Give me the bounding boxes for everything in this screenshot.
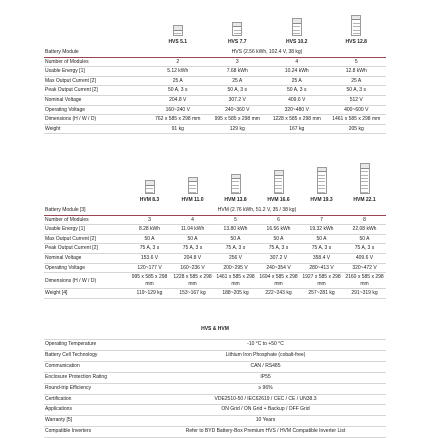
common-row-label: Operating Temperature — [44, 340, 145, 351]
hvm-cell: 240~354 V — [257, 263, 300, 273]
hvm-row-battery-module — [44, 206, 386, 215]
hvm-cell: 160~236 V — [171, 263, 214, 273]
common-row-operating-temperature — [44, 340, 386, 351]
hvm-row-span-value: HVM (2.76 kWh, 51.2 V, 35 / 38 kg) — [128, 206, 386, 215]
hvs-cell: 50 A, 3 s — [327, 86, 387, 96]
hvs-row-max-output-current — [44, 76, 386, 86]
common-row-value: VDE2510-50 / IEC62619 / CEC / CE / UN38.3 — [145, 394, 386, 405]
hvs-cell: 5.12 kWh — [148, 67, 208, 77]
hvm-cell: 119~129 kg — [128, 289, 171, 299]
hvm-cell: 75 A, 3 s — [300, 244, 343, 254]
hvm-cell: 1694 x 585 x 298 mm — [257, 273, 300, 289]
hvs-cell: 1228 x 585 x 298 mm — [267, 115, 327, 125]
hvs-battery-stack-icon — [173, 25, 183, 36]
hvm-model-header: HVM 8.3 — [139, 197, 160, 203]
common-row-value: IP55 — [145, 372, 386, 383]
hvs-row-number-of-modules — [44, 57, 386, 67]
hvm-cell: 11.04 kWh — [171, 225, 214, 235]
hvm-cell: 19.32 kWh — [300, 225, 343, 235]
common-row-label: Battery Cell Technology — [44, 350, 145, 361]
hvm-model-header: HVM 11.0 — [181, 197, 204, 203]
hvs-row-weight — [44, 124, 386, 134]
hvm-battery-stack-icon — [317, 167, 327, 194]
common-row-warranty — [44, 416, 386, 427]
common-row-label: Applications — [44, 405, 145, 416]
hvm-cell: 291~319 kg — [343, 289, 386, 299]
hvm-cell: 204.8 V — [171, 253, 214, 263]
hvm-row-label: Operating Voltage — [44, 263, 128, 273]
hvm-cell: 409.6 V — [343, 253, 386, 263]
hvm-cell: 1228 x 585 x 298 mm — [171, 273, 214, 289]
hvs-cell: 409.6 V — [267, 95, 327, 105]
common-row-label: Communication — [44, 361, 145, 372]
hvs-cell: 50 A, 3 s — [148, 86, 208, 96]
hvm-cell: 153~167 kg — [171, 289, 214, 299]
hvm-battery-stack-icon — [188, 177, 198, 194]
common-row-value: ≥ 96% — [145, 383, 386, 394]
hvs-model-header: HVS 10.2 — [286, 39, 308, 45]
hvm-row-label: Dimensions (H / W / D) — [44, 273, 128, 289]
hvm-battery-stack-icon — [274, 170, 284, 194]
common-row-battery-cell-technology — [44, 350, 386, 361]
hvm-cell: 256 V — [214, 253, 257, 263]
hvs-cell: 512 V — [327, 95, 387, 105]
hvm-cell: 1461 x 585 x 298 mm — [214, 273, 257, 289]
hvm-battery-stack-icon — [145, 180, 155, 194]
hvm-cell: 75 A, 3 s — [171, 244, 214, 254]
hvm-battery-stack-icon — [231, 174, 241, 195]
hvs-row-usable-energy — [44, 67, 386, 77]
common-row-value: Lithium Iron Phosphate (cobalt-free) — [145, 350, 386, 361]
hvs-row-battery-module — [44, 48, 386, 57]
hvm-row-label: Battery Module [3] — [44, 206, 128, 215]
hvm-cell: 50 A — [214, 234, 257, 244]
hvs-row-dimensions-h-w-d — [44, 115, 386, 125]
hvm-cell: 50 A — [171, 234, 214, 244]
hvm-cell: 153.6 V — [128, 253, 171, 263]
hvm-row-label: Nominal Voltage — [44, 253, 128, 263]
hvs-cell: 25 A — [327, 76, 387, 86]
common-row-communication — [44, 361, 386, 372]
hvm-cell: 16.56 kWh — [257, 225, 300, 235]
common-row-value: ON Grid / ON Grid + Backup / OFF Grid — [145, 405, 386, 416]
hvm-row-weight — [44, 289, 386, 299]
common-row-applications — [44, 405, 386, 416]
hvm-cell: 358.4 V — [300, 253, 343, 263]
hvs-row-label: Nominal Voltage — [44, 95, 148, 105]
hvm-cell: 4 — [171, 215, 214, 225]
common-row-value: CAN / RS485 — [145, 361, 386, 372]
hvm-cell: 7 — [300, 215, 343, 225]
hvm-row-usable-energy — [44, 225, 386, 235]
hvm-row-operating-voltage — [44, 263, 386, 273]
hvs-row-label: Peak Output Current [2] — [44, 86, 148, 96]
common-row-label: Enclosure Protection Rating — [44, 372, 145, 383]
hvm-cell: 995 x 585 x 298 mm — [128, 273, 171, 289]
hvm-spec-table — [44, 206, 386, 299]
hvm-cell: 75 A, 3 s — [214, 244, 257, 254]
hvs-cell: 400~600 V — [327, 105, 387, 115]
hvs-row-operating-voltage — [44, 105, 386, 115]
hvs-spec-table — [44, 48, 386, 134]
hvm-cell: 320~472 V — [343, 263, 386, 273]
hvm-cell: 13.80 kWh — [214, 225, 257, 235]
hvs-cell: 2 — [148, 57, 208, 67]
hvm-cell: 5 — [214, 215, 257, 225]
hvs-cell: 25 A — [267, 76, 327, 86]
hvs-row-label: Operating Voltage — [44, 105, 148, 115]
hvm-row-number-of-modules — [44, 215, 386, 225]
hvm-row-label: Weight [4] — [44, 289, 128, 299]
hvs-row-peak-output-current — [44, 86, 386, 96]
hvs-model-header: HVS 12.8 — [345, 39, 367, 45]
hvs-row-span-value: HVS (2.56 kWh, 102.4 V, 38 kg) — [148, 48, 386, 57]
hvs-battery-stack-icon — [292, 18, 302, 36]
hvs-cell: 10.24 kWh — [267, 67, 327, 77]
hvm-cell: 50 A — [343, 234, 386, 244]
hvm-cell: 3 — [128, 215, 171, 225]
common-row-label: Compatible Inverters — [44, 427, 145, 438]
hvs-row-label: Weight — [44, 124, 148, 134]
hvm-cell: 2160 x 585 x 298 mm — [343, 273, 386, 289]
common-row-enclosure-protection-rating — [44, 372, 386, 383]
hvs-cell: 1461 x 585 x 298 mm — [327, 115, 387, 125]
common-section-title: HVS & HVM — [201, 326, 229, 332]
hvs-row-label: Number of Modules — [44, 57, 148, 67]
hvm-cell: 75 A, 3 s — [128, 244, 171, 254]
common-row-value: -10 °C to +50 °C — [145, 340, 386, 351]
hvm-model-header: HVM 16.6 — [267, 197, 290, 203]
hvm-row-nominal-voltage — [44, 253, 386, 263]
common-row-round-trip-efficiency — [44, 383, 386, 394]
hvs-cell: 762 x 585 x 298 mm — [148, 115, 208, 125]
hvs-cell: 25 A — [208, 76, 268, 86]
hvm-row-label: Peak Output Current [2] — [44, 244, 128, 254]
hvs-battery-stack-icon — [232, 22, 242, 36]
hvm-cell: 120~177 V — [128, 263, 171, 273]
hvm-cell: 8.28 kWh — [128, 225, 171, 235]
common-row-label: Certification — [44, 394, 145, 405]
hvm-cell: 6 — [257, 215, 300, 225]
hvm-cell: 8 — [343, 215, 386, 225]
hvs-row-label: Usable Energy [1] — [44, 67, 148, 77]
hvm-row-peak-output-current — [44, 244, 386, 254]
common-row-value: Refer to BYD Battery-Box Premium HVS / HVM Compatible Inverter List — [145, 427, 386, 438]
common-row-compatible-inverters — [44, 427, 386, 438]
hvm-cell: 75 A, 3 s — [343, 244, 386, 254]
common-row-certification — [44, 394, 386, 405]
common-row-value: 10 Years — [145, 416, 386, 427]
hvs-cell: 12.8 kWh — [327, 67, 387, 77]
hvs-cell: 50 A, 3 s — [208, 86, 268, 96]
hvm-cell: 1927 x 585 x 298 mm — [300, 273, 343, 289]
hvs-cell: 204.8 V — [148, 95, 208, 105]
hvm-cell: 307.2 V — [257, 253, 300, 263]
hvs-cell: 5 — [327, 57, 387, 67]
hvs-row-label: Battery Module — [44, 48, 148, 57]
hvs-cell: 167 kg — [267, 124, 327, 134]
hvs-row-label: Dimensions (H / W / D) — [44, 115, 148, 125]
hvs-cell: 129 kg — [208, 124, 268, 134]
hvs-cell: 320~480 V — [267, 105, 327, 115]
hvs-model-header: HVS 5.1 — [168, 39, 188, 45]
hvm-cell: 188~205 kg — [214, 289, 257, 299]
hvs-cell: 3 — [208, 57, 268, 67]
hvm-cell: 22.08 kWh — [343, 225, 386, 235]
hvs-cell: 25 A — [148, 76, 208, 86]
hvm-cell: 50 A — [128, 234, 171, 244]
hvm-model-header: HVM 13.8 — [224, 197, 247, 203]
hvm-cell: 75 A, 3 s — [257, 244, 300, 254]
hvs-row-label: Max Output Current [2] — [44, 76, 148, 86]
hvs-cell: 50 A, 3 s — [267, 86, 327, 96]
hvs-model-header: HVS 7.7 — [227, 39, 247, 45]
common-spec-table — [44, 339, 386, 438]
hvm-cell: 222~243 kg — [257, 289, 300, 299]
hvs-cell: 160~240 V — [148, 105, 208, 115]
common-row-label: Round-trip Efficiency — [44, 383, 145, 394]
common-row-label: Warranty [5] — [44, 416, 145, 427]
hvm-model-header: HVM 19.3 — [310, 197, 333, 203]
hvs-battery-stack-icon — [351, 15, 361, 37]
hvm-row-dimensions-h-w-d — [44, 273, 386, 289]
hvm-cell: 50 A — [300, 234, 343, 244]
hvm-cell: 50 A — [257, 234, 300, 244]
hvm-battery-stack-icon — [360, 163, 370, 194]
hvm-row-label: Number of Modules — [44, 215, 128, 225]
hvm-row-label: Max Output Current [2] — [44, 234, 128, 244]
hvm-cell: 200~295 V — [214, 263, 257, 273]
hvs-cell: 7.68 kWh — [208, 67, 268, 77]
hvm-row-label: Usable Energy [1] — [44, 225, 128, 235]
hvm-row-max-output-current — [44, 234, 386, 244]
hvs-cell: 91 kg — [148, 124, 208, 134]
hvm-model-header: HVM 22.1 — [353, 197, 376, 203]
hvs-cell: 4 — [267, 57, 327, 67]
hvs-cell: 307.2 V — [208, 95, 268, 105]
hvs-cell: 995 x 585 x 298 mm — [208, 115, 268, 125]
hvm-cell: 257~281 kg — [300, 289, 343, 299]
hvs-cell: 240~360 V — [208, 105, 268, 115]
hvs-row-nominal-voltage — [44, 95, 386, 105]
hvm-cell: 280~413 V — [300, 263, 343, 273]
hvs-cell: 205 kg — [327, 124, 387, 134]
